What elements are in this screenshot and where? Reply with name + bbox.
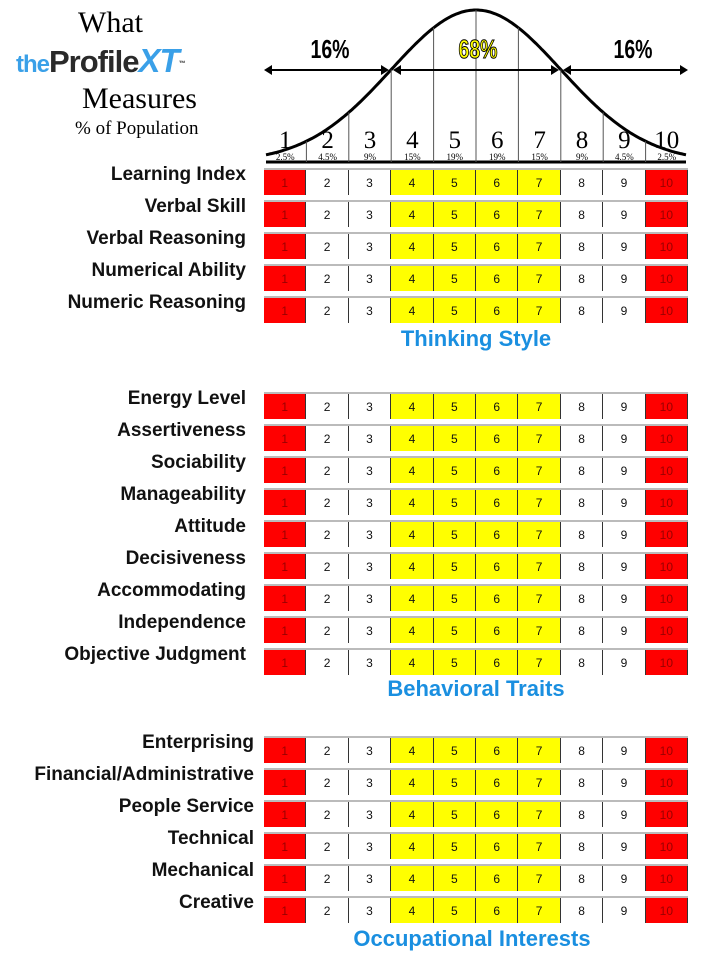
score-cell-4: 4 <box>391 490 433 515</box>
score-cell-7: 7 <box>518 170 560 195</box>
score-cell-8: 8 <box>561 522 603 547</box>
score-cell-6: 6 <box>476 554 518 579</box>
score-cell-2: 2 <box>306 650 348 675</box>
trait-label: Objective Judgment <box>64 644 246 665</box>
score-cell-9: 9 <box>603 866 645 891</box>
score-cell-6: 6 <box>476 586 518 611</box>
score-scale-row <box>264 736 688 763</box>
score-cell-2: 2 <box>306 586 348 611</box>
score-cell-4: 4 <box>391 738 433 763</box>
score-cell-5: 5 <box>434 202 476 227</box>
score-cell-8: 8 <box>561 266 603 291</box>
score-cell-3: 3 <box>349 770 391 795</box>
score-cell-8: 8 <box>561 202 603 227</box>
score-cell-10: 10 <box>646 866 688 891</box>
score-cell-7: 7 <box>518 898 560 923</box>
score-scale-row <box>264 232 688 259</box>
score-cell-2: 2 <box>306 834 348 859</box>
score-cell-5: 5 <box>434 618 476 643</box>
score-cell-2: 2 <box>306 426 348 451</box>
bell-score-label: 7 <box>533 127 546 154</box>
score-cell-5: 5 <box>434 394 476 419</box>
score-cell-10: 10 <box>646 554 688 579</box>
bell-score-label: 4 <box>406 127 419 154</box>
trait-label: Accommodating <box>97 580 246 601</box>
score-cell-3: 3 <box>349 650 391 675</box>
score-scale-row <box>264 200 688 227</box>
bell-score-label: 3 <box>363 127 377 154</box>
score-cell-5: 5 <box>434 298 476 323</box>
score-cell-9: 9 <box>603 490 645 515</box>
score-cell-6: 6 <box>476 738 518 763</box>
score-cell-9: 9 <box>603 266 645 291</box>
score-cell-7: 7 <box>518 866 560 891</box>
score-cell-5: 5 <box>434 586 476 611</box>
trait-label: Enterprising <box>142 732 254 753</box>
score-cell-8: 8 <box>561 898 603 923</box>
section-title: Occupational Interests <box>353 926 591 951</box>
score-scale-row <box>264 264 688 291</box>
score-cell-9: 9 <box>603 298 645 323</box>
score-cell-2: 2 <box>306 522 348 547</box>
score-cell-3: 3 <box>349 170 391 195</box>
trait-label: Energy Level <box>127 388 246 409</box>
bell-score-label: 10 <box>654 127 680 154</box>
score-cell-4: 4 <box>391 458 433 483</box>
score-cell-4: 4 <box>391 426 433 451</box>
score-cell-1: 1 <box>264 834 306 859</box>
score-cell-2: 2 <box>306 866 348 891</box>
score-cell-9: 9 <box>603 522 645 547</box>
score-scale-row <box>264 456 688 483</box>
score-cell-5: 5 <box>434 234 476 259</box>
trait-label: Technical <box>167 828 254 849</box>
score-cell-2: 2 <box>306 770 348 795</box>
score-cell-7: 7 <box>518 586 560 611</box>
profilext-logo: theProfileXT™ <box>16 42 185 79</box>
score-cell-3: 3 <box>349 490 391 515</box>
score-cell-7: 7 <box>518 458 560 483</box>
trait-label: Numerical Ability <box>91 260 246 281</box>
score-cell-7: 7 <box>518 738 560 763</box>
bell-score-label: 2 <box>321 127 334 154</box>
score-cell-8: 8 <box>561 490 603 515</box>
trait-label: Financial/Administrative <box>34 764 254 785</box>
score-cell-5: 5 <box>434 458 476 483</box>
score-cell-6: 6 <box>476 234 518 259</box>
score-cell-8: 8 <box>561 770 603 795</box>
score-cell-2: 2 <box>306 202 348 227</box>
score-cell-7: 7 <box>518 426 560 451</box>
score-cell-6: 6 <box>476 458 518 483</box>
score-cell-5: 5 <box>434 802 476 827</box>
bell-percent-label: 4.5% <box>615 152 634 162</box>
score-cell-8: 8 <box>561 170 603 195</box>
score-cell-5: 5 <box>434 770 476 795</box>
bell-percent-label: 19% <box>488 152 506 162</box>
score-cell-7: 7 <box>518 834 560 859</box>
score-cell-3: 3 <box>349 898 391 923</box>
trait-label: Numeric Reasoning <box>67 292 246 313</box>
score-cell-4: 4 <box>391 298 433 323</box>
trait-label: Manageability <box>120 484 246 505</box>
score-cell-8: 8 <box>561 234 603 259</box>
score-cell-9: 9 <box>603 202 645 227</box>
score-cell-4: 4 <box>391 650 433 675</box>
score-cell-2: 2 <box>306 618 348 643</box>
score-cell-7: 7 <box>518 650 560 675</box>
score-cell-7: 7 <box>518 770 560 795</box>
score-scale-row <box>264 552 688 579</box>
score-cell-9: 9 <box>603 738 645 763</box>
score-cell-3: 3 <box>349 458 391 483</box>
score-cell-5: 5 <box>434 170 476 195</box>
score-cell-9: 9 <box>603 650 645 675</box>
score-cell-1: 1 <box>264 866 306 891</box>
title-what: What <box>78 6 143 39</box>
score-cell-10: 10 <box>646 490 688 515</box>
score-cell-3: 3 <box>349 738 391 763</box>
score-cell-5: 5 <box>434 834 476 859</box>
score-cell-7: 7 <box>518 618 560 643</box>
score-cell-4: 4 <box>391 618 433 643</box>
score-cell-9: 9 <box>603 802 645 827</box>
score-cell-4: 4 <box>391 522 433 547</box>
score-cell-6: 6 <box>476 898 518 923</box>
bell-percent-label: 15% <box>404 152 421 162</box>
score-cell-6: 6 <box>476 266 518 291</box>
score-cell-8: 8 <box>561 866 603 891</box>
trait-label: Decisiveness <box>125 548 246 569</box>
score-cell-10: 10 <box>646 770 688 795</box>
score-cell-10: 10 <box>646 650 688 675</box>
score-cell-1: 1 <box>264 202 306 227</box>
score-cell-10: 10 <box>646 618 688 643</box>
score-cell-10: 10 <box>646 586 688 611</box>
score-cell-9: 9 <box>603 394 645 419</box>
score-cell-6: 6 <box>476 650 518 675</box>
title-measures: Measures <box>82 82 197 115</box>
score-cell-10: 10 <box>646 738 688 763</box>
score-cell-8: 8 <box>561 586 603 611</box>
score-cell-2: 2 <box>306 458 348 483</box>
trait-label: Verbal Reasoning <box>86 228 246 249</box>
score-cell-3: 3 <box>349 618 391 643</box>
trait-label: Mechanical <box>151 860 254 881</box>
score-scale-row <box>264 648 688 675</box>
score-scale-row <box>264 616 688 643</box>
bell-score-label: 8 <box>575 127 589 154</box>
score-scale-row <box>264 424 688 451</box>
score-cell-4: 4 <box>391 586 433 611</box>
trait-label: Learning Index <box>110 164 246 185</box>
score-cell-9: 9 <box>603 426 645 451</box>
score-cell-6: 6 <box>476 426 518 451</box>
score-cell-10: 10 <box>646 170 688 195</box>
score-cell-4: 4 <box>391 554 433 579</box>
score-scale-row <box>264 392 688 419</box>
score-cell-6: 6 <box>476 618 518 643</box>
score-cell-1: 1 <box>264 898 306 923</box>
score-cell-5: 5 <box>434 898 476 923</box>
score-cell-7: 7 <box>518 266 560 291</box>
score-cell-5: 5 <box>434 650 476 675</box>
score-cell-5: 5 <box>434 266 476 291</box>
score-cell-2: 2 <box>306 298 348 323</box>
trait-label: People Service <box>118 796 254 817</box>
score-cell-8: 8 <box>561 554 603 579</box>
score-cell-4: 4 <box>391 170 433 195</box>
bell-percent-label: 9% <box>576 152 588 162</box>
bell-score-label: 5 <box>448 127 462 154</box>
score-scale-row <box>264 768 688 795</box>
score-cell-8: 8 <box>561 802 603 827</box>
score-cell-3: 3 <box>349 554 391 579</box>
score-cell-10: 10 <box>646 266 688 291</box>
score-cell-2: 2 <box>306 802 348 827</box>
score-cell-1: 1 <box>264 266 306 291</box>
score-scale-row <box>264 488 688 515</box>
score-cell-6: 6 <box>476 490 518 515</box>
score-cell-1: 1 <box>264 586 306 611</box>
score-cell-5: 5 <box>434 738 476 763</box>
score-cell-9: 9 <box>603 234 645 259</box>
score-cell-7: 7 <box>518 202 560 227</box>
arrow-left-head <box>264 65 272 75</box>
score-scale-row <box>264 832 688 859</box>
right-percent-label: 16% <box>613 34 653 64</box>
bell-percent-label: 2.5% <box>275 152 295 162</box>
score-cell-8: 8 <box>561 458 603 483</box>
score-cell-4: 4 <box>391 266 433 291</box>
bell-score-label: 9 <box>618 127 631 154</box>
score-cell-3: 3 <box>349 834 391 859</box>
score-cell-7: 7 <box>518 234 560 259</box>
score-cell-1: 1 <box>264 738 306 763</box>
score-cell-1: 1 <box>264 618 306 643</box>
score-cell-3: 3 <box>349 266 391 291</box>
subtitle-population: % of Population <box>75 118 199 139</box>
score-scale-row <box>264 896 688 923</box>
score-cell-6: 6 <box>476 770 518 795</box>
score-cell-6: 6 <box>476 298 518 323</box>
trait-label: Sociability <box>150 452 246 473</box>
score-cell-9: 9 <box>603 586 645 611</box>
score-cell-9: 9 <box>603 170 645 195</box>
score-cell-5: 5 <box>434 554 476 579</box>
score-cell-5: 5 <box>434 490 476 515</box>
score-cell-10: 10 <box>646 426 688 451</box>
score-cell-2: 2 <box>306 554 348 579</box>
section-title: Thinking Style <box>400 326 552 351</box>
score-cell-9: 9 <box>603 898 645 923</box>
score-cell-10: 10 <box>646 394 688 419</box>
score-cell-4: 4 <box>391 202 433 227</box>
score-cell-1: 1 <box>264 650 306 675</box>
score-cell-2: 2 <box>306 266 348 291</box>
score-cell-10: 10 <box>646 898 688 923</box>
score-cell-1: 1 <box>264 770 306 795</box>
trait-label: Assertiveness <box>117 420 246 441</box>
score-cell-9: 9 <box>603 770 645 795</box>
score-cell-5: 5 <box>434 426 476 451</box>
score-cell-3: 3 <box>349 802 391 827</box>
score-cell-5: 5 <box>434 866 476 891</box>
score-cell-1: 1 <box>264 394 306 419</box>
score-cell-6: 6 <box>476 170 518 195</box>
score-cell-2: 2 <box>306 490 348 515</box>
score-scale-row <box>264 520 688 547</box>
section-title: Behavioral Traits <box>387 676 565 701</box>
score-cell-1: 1 <box>264 802 306 827</box>
score-cell-4: 4 <box>391 866 433 891</box>
score-cell-7: 7 <box>518 802 560 827</box>
score-cell-10: 10 <box>646 234 688 259</box>
score-cell-2: 2 <box>306 898 348 923</box>
score-cell-4: 4 <box>391 898 433 923</box>
bell-curve <box>0 0 720 170</box>
bell-percent-label: 4.5% <box>318 152 337 162</box>
score-cell-7: 7 <box>518 298 560 323</box>
score-cell-1: 1 <box>264 458 306 483</box>
score-cell-1: 1 <box>264 298 306 323</box>
bell-percent-label: 15% <box>531 152 548 162</box>
score-cell-3: 3 <box>349 298 391 323</box>
score-cell-10: 10 <box>646 802 688 827</box>
score-cell-1: 1 <box>264 170 306 195</box>
score-cell-4: 4 <box>391 834 433 859</box>
score-cell-6: 6 <box>476 202 518 227</box>
score-cell-7: 7 <box>518 490 560 515</box>
score-cell-3: 3 <box>349 394 391 419</box>
score-cell-3: 3 <box>349 866 391 891</box>
score-cell-8: 8 <box>561 298 603 323</box>
score-cell-2: 2 <box>306 234 348 259</box>
bell-percent-label: 2.5% <box>657 152 677 162</box>
score-cell-8: 8 <box>561 618 603 643</box>
bell-score-label: 6 <box>490 127 504 154</box>
score-cell-6: 6 <box>476 802 518 827</box>
score-cell-3: 3 <box>349 522 391 547</box>
score-scale-row <box>264 864 688 891</box>
score-cell-10: 10 <box>646 458 688 483</box>
score-cell-3: 3 <box>349 202 391 227</box>
trait-label: Attitude <box>174 516 246 537</box>
score-cell-9: 9 <box>603 618 645 643</box>
score-cell-7: 7 <box>518 522 560 547</box>
score-cell-9: 9 <box>603 554 645 579</box>
score-cell-3: 3 <box>349 234 391 259</box>
score-cell-8: 8 <box>561 426 603 451</box>
score-cell-1: 1 <box>264 554 306 579</box>
score-cell-1: 1 <box>264 490 306 515</box>
score-cell-8: 8 <box>561 394 603 419</box>
score-cell-10: 10 <box>646 834 688 859</box>
bell-score-label: 1 <box>278 127 292 154</box>
score-cell-1: 1 <box>264 234 306 259</box>
score-cell-4: 4 <box>391 234 433 259</box>
score-cell-10: 10 <box>646 202 688 227</box>
score-cell-2: 2 <box>306 394 348 419</box>
score-cell-1: 1 <box>264 426 306 451</box>
score-scale-row <box>264 800 688 827</box>
score-cell-9: 9 <box>603 834 645 859</box>
score-cell-6: 6 <box>476 834 518 859</box>
score-cell-7: 7 <box>518 394 560 419</box>
score-cell-6: 6 <box>476 522 518 547</box>
score-scale-row <box>264 584 688 611</box>
score-cell-5: 5 <box>434 522 476 547</box>
middle-percent-label: 68% <box>458 34 498 64</box>
score-cell-2: 2 <box>306 170 348 195</box>
score-cell-4: 4 <box>391 394 433 419</box>
score-cell-8: 8 <box>561 650 603 675</box>
left-percent-label: 16% <box>310 34 350 64</box>
score-cell-10: 10 <box>646 298 688 323</box>
score-cell-8: 8 <box>561 738 603 763</box>
trait-label: Creative <box>179 892 254 913</box>
score-cell-2: 2 <box>306 738 348 763</box>
score-cell-8: 8 <box>561 834 603 859</box>
score-scale-row <box>264 168 688 195</box>
arrow-right-head <box>680 65 688 75</box>
bell-percent-label: 19% <box>446 152 464 162</box>
score-cell-9: 9 <box>603 458 645 483</box>
score-cell-6: 6 <box>476 866 518 891</box>
trait-label: Verbal Skill <box>144 196 246 217</box>
score-cell-4: 4 <box>391 802 433 827</box>
score-cell-3: 3 <box>349 586 391 611</box>
trait-label: Independence <box>118 612 246 633</box>
score-cell-7: 7 <box>518 554 560 579</box>
bell-percent-label: 9% <box>364 152 376 162</box>
score-cell-10: 10 <box>646 522 688 547</box>
score-cell-6: 6 <box>476 394 518 419</box>
score-cell-4: 4 <box>391 770 433 795</box>
score-cell-1: 1 <box>264 522 306 547</box>
score-scale-row <box>264 296 688 323</box>
score-cell-3: 3 <box>349 426 391 451</box>
